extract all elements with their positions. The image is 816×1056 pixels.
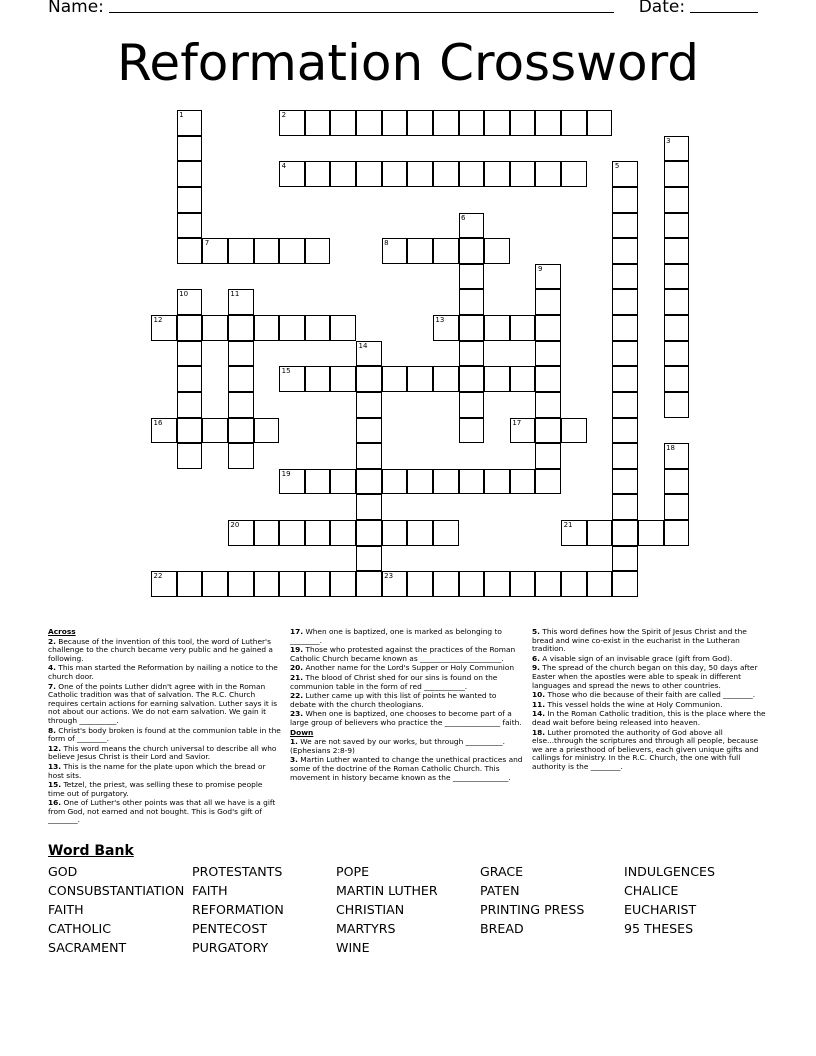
grid-cell[interactable] — [202, 315, 228, 341]
grid-cell[interactable] — [612, 213, 638, 239]
grid-cell[interactable] — [459, 213, 485, 239]
grid-cell[interactable] — [433, 366, 459, 392]
grid-cell[interactable] — [407, 469, 433, 495]
clues-column-2 — [290, 628, 523, 783]
grid-cell[interactable] — [612, 392, 638, 418]
clue-item: 12. This word means the church universal to describe all who believe Jesus Christ is their Lord and Savior. — [48, 743, 277, 762]
grid-cell[interactable] — [535, 264, 561, 290]
grid-cell[interactable] — [279, 571, 305, 597]
clue-number: 9. — [532, 663, 540, 673]
grid-cell[interactable] — [305, 366, 331, 392]
grid-cell[interactable] — [305, 571, 331, 597]
grid-cell[interactable] — [612, 366, 638, 392]
clue-number: 20. — [290, 663, 304, 673]
clue-number: 21. — [290, 672, 304, 682]
page-title: Reformation Crossword — [116, 34, 700, 92]
clue-item: 11. This vessel holds the wine at Holy Communion. — [532, 699, 723, 709]
word-bank-item: CHRISTIAN — [336, 902, 405, 917]
clue-number: 17 — [512, 418, 522, 427]
across-title: Across — [48, 627, 76, 636]
grid-cell[interactable] — [433, 315, 459, 341]
grid-cell[interactable] — [484, 366, 510, 392]
grid-cell[interactable] — [510, 418, 536, 444]
word-bank-item: CONSUBSTANTIATION — [48, 883, 185, 898]
word-bank-column — [480, 862, 584, 938]
grid-cell[interactable] — [561, 520, 587, 546]
clue-item: 10. Those who die because of their faith are called ________. — [532, 690, 756, 700]
clue-item: 6. A visable sign of an invisable grace (gift from God). — [532, 653, 733, 663]
clue-number: 8 — [384, 239, 389, 248]
word-bank-item: CATHOLIC — [48, 921, 112, 936]
clue-number: 7. — [48, 681, 56, 691]
grid-cell[interactable] — [433, 238, 459, 264]
clue-item: 1. We are not saved by our works, but through __________. (Ephesians 2:8-9) — [290, 737, 505, 755]
grid-cell[interactable] — [664, 315, 690, 341]
grid-cell[interactable] — [484, 469, 510, 495]
grid-cell[interactable] — [459, 238, 485, 264]
grid-cell[interactable] — [664, 366, 690, 392]
grid-cell[interactable] — [561, 161, 587, 187]
clue-item: 19. Those who protested against the practices of the Roman Catholic Church became known as ______________________. — [290, 645, 516, 663]
word-bank-item: GOD — [48, 864, 78, 879]
grid-cell[interactable] — [612, 520, 638, 546]
grid-cell[interactable] — [612, 571, 638, 597]
word-bank-item: POPE — [336, 864, 370, 879]
grid-cell[interactable] — [382, 110, 408, 136]
grid-cell[interactable] — [612, 161, 638, 187]
grid-cell[interactable] — [561, 571, 587, 597]
clue-number: 10. — [532, 690, 546, 700]
clue-number: 3. — [290, 755, 298, 765]
grid-cell[interactable] — [612, 264, 638, 290]
word-bank-item: GRACE — [480, 864, 524, 879]
grid-cell[interactable] — [459, 315, 485, 341]
grid-cell[interactable] — [484, 571, 510, 597]
grid-cell[interactable] — [664, 494, 690, 520]
grid-cell[interactable] — [535, 110, 561, 136]
clue-number: 19 — [281, 469, 291, 478]
grid-cell[interactable] — [664, 161, 690, 187]
clue-number: 5. — [532, 627, 540, 636]
clue-number: 13. — [48, 761, 62, 771]
grid-cell[interactable] — [177, 443, 203, 469]
grid-cell[interactable] — [535, 315, 561, 341]
clue-number: 11 — [230, 290, 240, 299]
word-bank-item: PRINTING PRESS — [480, 902, 585, 917]
grid-cell[interactable] — [510, 315, 536, 341]
grid-cell[interactable] — [382, 238, 408, 264]
grid-cell[interactable] — [330, 469, 356, 495]
grid-cell[interactable] — [356, 469, 382, 495]
clue-number: 21 — [563, 521, 573, 530]
word-bank-item: 95 THESES — [624, 921, 694, 936]
clue-number: 23. — [290, 709, 304, 719]
grid-cell[interactable] — [356, 418, 382, 444]
grid-cell[interactable] — [535, 289, 561, 315]
grid-cell[interactable] — [664, 520, 690, 546]
clue-item: 9. The spread of the church began on this day, 50 days after Easter when the apostles were able to speak in different languages and spread the news to other countries. — [532, 663, 758, 690]
clues-column-3 — [532, 628, 768, 773]
grid-cell[interactable] — [228, 341, 254, 367]
grid-cell[interactable] — [330, 315, 356, 341]
word-bank-item: WINE — [336, 940, 370, 955]
grid-cell[interactable] — [612, 238, 638, 264]
grid-cell[interactable] — [356, 110, 382, 136]
clue-number: 5 — [614, 162, 620, 171]
grid-cell[interactable] — [382, 469, 408, 495]
grid-cell[interactable] — [202, 238, 228, 264]
grid-cell[interactable] — [356, 443, 382, 469]
grid-cell[interactable] — [177, 366, 203, 392]
grid-cell[interactable] — [356, 494, 382, 520]
grid-cell[interactable] — [202, 571, 228, 597]
clue-number: 14 — [358, 341, 368, 350]
grid-cell[interactable] — [535, 418, 561, 444]
grid-cell[interactable] — [254, 520, 280, 546]
clue-number: 23 — [384, 572, 394, 581]
grid-cell[interactable] — [510, 161, 536, 187]
clue-item: 15. Tetzel, the priest, was selling these to promise people time out of purgatory. — [48, 780, 263, 798]
grid-cell[interactable] — [664, 187, 690, 213]
clue-number: 18 — [666, 444, 676, 453]
clue-number: 18. — [532, 727, 546, 737]
grid-cell[interactable] — [459, 418, 485, 444]
clue-item: 16. One of Luther's other points was that all we have is a gift from God, not earned and not bought. This is God's gift of ________. — [48, 798, 276, 825]
grid-cell[interactable] — [459, 341, 485, 367]
grid-cell[interactable] — [279, 238, 305, 264]
word-bank-item: PATEN — [480, 883, 520, 898]
word-bank-item: MARTYRS — [336, 921, 396, 936]
word-bank-column — [192, 862, 284, 957]
clue-item: 13. This is the name for the plate upon which the bread or host sits. — [48, 761, 266, 780]
clue-item: 20. Another name for the Lord's Supper or Holy Communion — [290, 663, 515, 673]
clue-item: 18. Luther promoted the authority of God above all else...through the scriptures and through all people, because we are a priesthood of believers, each given unique gifts and callings for ministry. In the R.C. Church, the one with full authority is the ________. — [532, 727, 759, 771]
grid-cell[interactable] — [279, 366, 305, 392]
grid-cell[interactable] — [510, 571, 536, 597]
clue-number: 2. — [48, 636, 56, 646]
grid-cell[interactable] — [305, 520, 331, 546]
grid-cell[interactable] — [407, 366, 433, 392]
clue-item: 5. This word defines how the Spirit of Jesus Christ and the bread and wine co-exist in the eucharist in the Lutheran tradition. — [532, 627, 747, 654]
grid-cell[interactable] — [535, 341, 561, 367]
grid-cell[interactable] — [612, 494, 638, 520]
grid-cell[interactable] — [664, 238, 690, 264]
grid-cell[interactable] — [202, 418, 228, 444]
grid-cell[interactable] — [177, 315, 203, 341]
clue-number: 6. — [532, 653, 540, 663]
clue-number: 16 — [153, 418, 163, 427]
grid-cell[interactable] — [177, 571, 203, 597]
grid-cell[interactable] — [356, 520, 382, 546]
word-bank-item: CHALICE — [624, 883, 679, 898]
grid-cell[interactable] — [228, 289, 254, 315]
clue-number: 12 — [153, 316, 163, 325]
word-bank-column — [336, 862, 438, 957]
grid-cell[interactable] — [228, 443, 254, 469]
grid-cell[interactable] — [510, 469, 536, 495]
word-bank-item: SACRAMENT — [48, 940, 127, 955]
grid-cell[interactable] — [279, 469, 305, 495]
grid-cell[interactable] — [228, 418, 254, 444]
clue-number: 20 — [230, 521, 240, 530]
grid-cell[interactable] — [612, 418, 638, 444]
grid-cell[interactable] — [561, 418, 587, 444]
grid-cell[interactable] — [305, 238, 331, 264]
grid-cell[interactable] — [305, 161, 331, 187]
grid-cell[interactable] — [382, 520, 408, 546]
grid-cell[interactable] — [612, 546, 638, 572]
grid-cell[interactable] — [305, 315, 331, 341]
grid-cell[interactable] — [535, 366, 561, 392]
clue-item: 14. In the Roman Catholic tradition, this is the place where the dead wait before being released into heaven. — [532, 709, 766, 727]
grid-cell[interactable] — [459, 289, 485, 315]
grid-cell[interactable] — [382, 366, 408, 392]
clue-number: 4. — [48, 663, 56, 673]
grid-cell[interactable] — [612, 443, 638, 469]
clue-item: 23. When one is baptized, one chooses to become part of a large group of believers who practice the _______________ faith. — [290, 709, 522, 727]
grid-cell[interactable] — [459, 366, 485, 392]
grid-cell[interactable] — [228, 520, 254, 546]
word-bank-item: REFORMATION — [192, 902, 284, 917]
grid-cell[interactable] — [510, 110, 536, 136]
grid-cell[interactable] — [151, 418, 177, 444]
grid-cell[interactable] — [254, 418, 280, 444]
word-bank-item: PROTESTANTS — [192, 864, 283, 879]
clue-number: 12. — [48, 743, 62, 753]
grid-cell[interactable] — [279, 520, 305, 546]
clue-number: 15. — [48, 780, 62, 790]
word-bank-item: FAITH — [192, 883, 228, 898]
grid-cell[interactable] — [305, 110, 331, 136]
grid-cell[interactable] — [587, 571, 613, 597]
grid-cell[interactable] — [510, 366, 536, 392]
name-label: Name: — [48, 0, 104, 17]
grid-cell[interactable] — [151, 571, 177, 597]
clue-number: 15 — [281, 367, 291, 376]
clue-number: 17. — [290, 627, 304, 636]
word-bank-item: PURGATORY — [192, 940, 269, 955]
grid-cell[interactable] — [612, 187, 638, 213]
grid-cell[interactable] — [535, 161, 561, 187]
word-bank-item: PENTECOST — [192, 921, 268, 936]
clue-number: 8. — [48, 725, 56, 735]
clue-item: 8. Christ's body broken is found at the communion table in the form of ________. — [48, 725, 281, 744]
grid-cell[interactable] — [254, 315, 280, 341]
grid-cell[interactable] — [228, 571, 254, 597]
grid-cell[interactable] — [484, 238, 510, 264]
word-bank-item: FAITH — [48, 902, 84, 917]
clue-number: 22 — [153, 572, 163, 581]
grid-cell[interactable] — [664, 264, 690, 290]
grid-cell[interactable] — [433, 520, 459, 546]
grid-cell[interactable] — [254, 238, 280, 264]
grid-cell[interactable] — [177, 136, 203, 162]
grid-cell[interactable] — [407, 110, 433, 136]
grid-cell[interactable] — [433, 571, 459, 597]
clue-number: 4 — [281, 162, 287, 171]
clue-number: 19. — [290, 645, 304, 655]
grid-cell[interactable] — [382, 571, 408, 597]
grid-cell[interactable] — [279, 315, 305, 341]
clue-number: 10 — [179, 290, 189, 299]
grid-cell[interactable] — [356, 392, 382, 418]
grid-cell[interactable] — [459, 264, 485, 290]
clue-item: 7. One of the points Luther didn't agree with in the Roman Catholic tradition was that of salvation. The R.C. Church requires certain actions for earning salvation. Luther says it is not about our actions. We do not earn salvation. We gain it through __________. — [48, 681, 278, 725]
grid-cell[interactable] — [356, 571, 382, 597]
grid-cell[interactable] — [177, 341, 203, 367]
grid-cell[interactable] — [484, 315, 510, 341]
grid-cell[interactable] — [484, 161, 510, 187]
grid-cell[interactable] — [228, 238, 254, 264]
grid-cell[interactable] — [638, 520, 664, 546]
grid-cell[interactable] — [177, 110, 203, 136]
grid-cell[interactable] — [664, 136, 690, 162]
grid-cell[interactable] — [433, 469, 459, 495]
clue-number: 1 — [179, 111, 184, 119]
grid-cell[interactable] — [535, 469, 561, 495]
grid-cell[interactable] — [177, 161, 203, 187]
grid-cell[interactable] — [664, 469, 690, 495]
grid-cell[interactable] — [612, 289, 638, 315]
word-bank-item: MARTIN LUTHER — [336, 883, 438, 898]
grid-cell[interactable] — [177, 289, 203, 315]
grid-cell[interactable] — [279, 110, 305, 136]
grid-cell[interactable] — [664, 213, 690, 239]
grid-cell[interactable] — [459, 469, 485, 495]
grid-cell[interactable] — [330, 520, 356, 546]
grid-cell[interactable] — [151, 315, 177, 341]
grid-cell[interactable] — [356, 161, 382, 187]
grid-cell[interactable] — [459, 110, 485, 136]
grid-cell[interactable] — [459, 161, 485, 187]
grid-cell[interactable] — [177, 187, 203, 213]
clues-column-1 — [48, 628, 281, 826]
clue-number: 3 — [666, 136, 671, 145]
grid-cell[interactable] — [407, 571, 433, 597]
grid-cell[interactable] — [254, 571, 280, 597]
grid-cell[interactable] — [535, 571, 561, 597]
clue-number: 11. — [532, 699, 546, 709]
clue-number: 14. — [532, 709, 546, 719]
grid-cell[interactable] — [612, 341, 638, 367]
grid-cell[interactable] — [228, 315, 254, 341]
grid-cell[interactable] — [356, 366, 382, 392]
word-bank-title: Word Bank — [48, 843, 134, 859]
grid-cell[interactable] — [433, 161, 459, 187]
clue-number: 2 — [281, 111, 287, 119]
word-bank-item: EUCHARIST — [624, 902, 697, 917]
grid-cell[interactable] — [228, 392, 254, 418]
grid-cell[interactable] — [587, 520, 613, 546]
grid-cell[interactable] — [535, 392, 561, 418]
grid-cell[interactable] — [612, 315, 638, 341]
grid-cell[interactable] — [664, 392, 690, 418]
clue-item: 22. Luther came up with this list of points he wanted to debate with the church theologians. — [290, 691, 497, 709]
grid-cell[interactable] — [356, 341, 382, 367]
grid-cell[interactable] — [177, 418, 203, 444]
clue-number: 9 — [537, 264, 543, 273]
grid-cell[interactable] — [664, 289, 690, 315]
grid-cell[interactable] — [330, 110, 356, 136]
word-bank-item: BREAD — [480, 921, 524, 936]
clue-number: 7 — [204, 239, 210, 248]
word-bank-item: INDULGENCES — [624, 864, 715, 879]
clue-number: 6 — [461, 213, 466, 222]
grid-cell[interactable] — [484, 110, 510, 136]
grid-cell[interactable] — [177, 238, 203, 264]
grid-cell[interactable] — [459, 571, 485, 597]
clue-item: 3. Martin Luther wanted to change the unethical practices and some of the doctrine of the Roman Catholic Church. This movement in history became known as the _______________. — [290, 755, 523, 782]
grid-cell[interactable] — [612, 469, 638, 495]
grid-cell[interactable] — [177, 213, 203, 239]
clue-number: 1. — [290, 737, 298, 747]
grid-cell[interactable] — [535, 443, 561, 469]
grid-cell[interactable] — [177, 392, 203, 418]
clue-item: 2. Because of the invention of this tool, the word of Luther's challenge to the church became very public and he gained a following. — [48, 636, 273, 663]
grid-cell[interactable] — [459, 392, 485, 418]
clue-item: 4. This man started the Reformation by nailing a notice to the church door. — [48, 663, 278, 681]
grid-cell[interactable] — [279, 161, 305, 187]
down-title: Down — [290, 727, 314, 737]
grid-cell[interactable] — [330, 366, 356, 392]
grid-cell[interactable] — [382, 161, 408, 187]
clue-number: 16. — [48, 798, 62, 808]
grid-cell[interactable] — [407, 238, 433, 264]
date-label: Date: — [638, 0, 686, 17]
clue-number: 13 — [435, 316, 445, 325]
grid-cell[interactable] — [561, 110, 587, 136]
clue-number: 22. — [290, 691, 304, 701]
grid-cell[interactable] — [330, 571, 356, 597]
word-bank-column — [624, 862, 715, 938]
grid-cell[interactable] — [356, 546, 382, 572]
clue-item: 17. When one is baptized, one is marked as belonging to ________. — [290, 627, 502, 645]
grid-cell[interactable] — [330, 161, 356, 187]
grid-cell[interactable] — [664, 341, 690, 367]
grid-cell[interactable] — [407, 161, 433, 187]
grid-cell[interactable] — [433, 110, 459, 136]
grid-cell[interactable] — [664, 443, 690, 469]
grid-cell[interactable] — [228, 366, 254, 392]
word-bank-column — [48, 862, 184, 957]
grid-cell[interactable] — [407, 520, 433, 546]
clue-item: 21. The blood of Christ shed for our sins is found on the communion table in the form of red ___________. — [290, 672, 498, 691]
grid-cell[interactable] — [305, 469, 331, 495]
grid-cell[interactable] — [587, 110, 613, 136]
